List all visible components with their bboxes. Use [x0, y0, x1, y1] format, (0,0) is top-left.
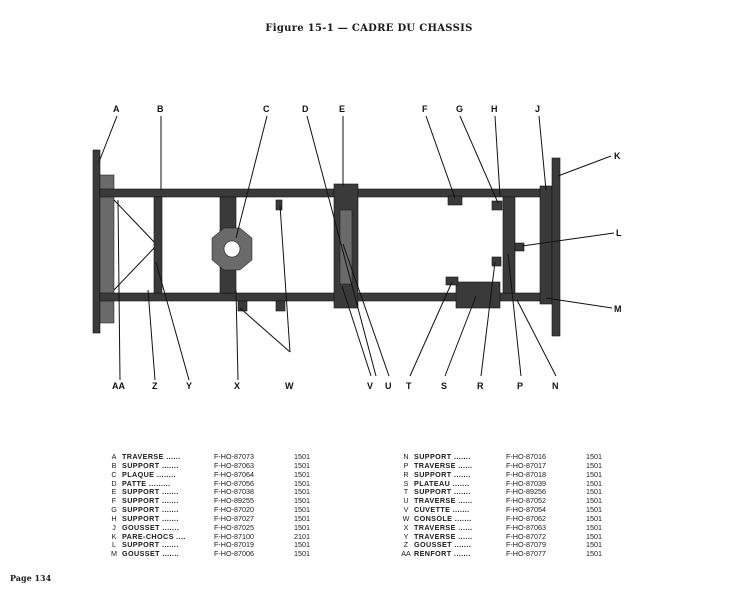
- parts-legend-right: [398, 453, 602, 559]
- part-quantity: 1501: [586, 505, 602, 515]
- part-quantity: 1501: [294, 469, 310, 479]
- part-name: PATTE .........: [122, 478, 171, 488]
- callout-u: U: [385, 381, 392, 391]
- part-key: M: [111, 549, 117, 559]
- part-reference: F-HO-87016: [506, 452, 546, 461]
- part-reference: F-HO-87063: [506, 522, 546, 532]
- support-l: [515, 243, 524, 251]
- part-reference: F-HO-87064: [214, 469, 254, 479]
- part-name: SUPPORT .......: [122, 487, 179, 497]
- part-name: SUPPORT .......: [414, 487, 471, 497]
- part-reference: F-HO-87072: [506, 531, 546, 541]
- parts-legend-row: [398, 550, 602, 559]
- part-key: U: [403, 496, 409, 506]
- page-number: Page 134: [10, 573, 52, 583]
- part-name: SUPPORT .......: [414, 469, 471, 479]
- part-key: V: [403, 505, 409, 515]
- part-reference: F-HO-87073: [214, 452, 254, 461]
- part-quantity: 1501: [586, 549, 602, 559]
- part-reference: F-HO-87039: [506, 478, 546, 488]
- part-quantity: 2101: [294, 531, 310, 541]
- part-name: CUVETTE .......: [414, 505, 470, 515]
- lower-brace: [114, 246, 156, 290]
- upper-side-rail: [100, 189, 552, 197]
- part-name: CONSOLE .......: [414, 513, 472, 523]
- callouts-top: [113, 104, 540, 114]
- part-key: C: [111, 469, 117, 479]
- parts-legend-left: [106, 453, 310, 559]
- part-reference: F-HO-87054: [506, 505, 546, 515]
- part-name: PLATEAU .......: [414, 478, 470, 488]
- part-reference: F-HO-87100: [214, 531, 254, 541]
- part-key: T: [403, 487, 409, 497]
- part-reference: F-HO-87077: [506, 549, 546, 559]
- part-name: TRAVERSE ......: [122, 452, 181, 461]
- callout-m: M: [614, 304, 622, 314]
- part-quantity: 1501: [294, 540, 310, 550]
- part-reference: F-HO-87027: [214, 513, 254, 523]
- part-key: K: [111, 531, 117, 541]
- part-key: E: [111, 487, 117, 497]
- part-quantity: 1501: [586, 469, 602, 479]
- part-name: GOUSSET .......: [414, 540, 472, 550]
- part-name: GOUSSET .......: [122, 549, 180, 559]
- callout-d: D: [302, 104, 309, 114]
- part-reference: F-HO-87025: [214, 522, 254, 532]
- callout-b: B: [157, 104, 164, 114]
- callout-t: T: [406, 381, 412, 391]
- part-reference: F-HO-87006: [214, 549, 254, 559]
- callouts-bottom: [112, 381, 559, 391]
- part-name: TRAVERSE ......: [414, 460, 473, 470]
- part-reference: F-HO-87017: [506, 460, 546, 470]
- part-reference: F-HO-89255: [214, 496, 254, 506]
- part-reference: F-HO-87038: [214, 487, 254, 497]
- part-quantity: 1501: [586, 513, 602, 523]
- callout-n: N: [552, 381, 559, 391]
- part-quantity: 1501: [294, 460, 310, 470]
- part-reference: F-HO-87020: [214, 505, 254, 515]
- part-key: D: [111, 478, 117, 488]
- part-quantity: 1501: [586, 522, 602, 532]
- callout-v: V: [367, 381, 374, 391]
- support-t: [446, 277, 458, 285]
- support-r: [492, 257, 501, 266]
- part-key: L: [112, 540, 116, 550]
- part-quantity: 1501: [586, 496, 602, 506]
- part-name: TRAVERSE ......: [414, 531, 473, 541]
- rear-crossmember: [540, 186, 552, 304]
- part-quantity: 1501: [586, 452, 602, 461]
- part-quantity: 1501: [294, 478, 310, 488]
- rear-bumper: [552, 158, 560, 336]
- crossmember-p: [503, 197, 515, 293]
- part-name: RENFORT .......: [414, 549, 471, 559]
- part-key: J: [112, 522, 116, 532]
- part-name: GOUSSET .......: [122, 522, 180, 532]
- callout-w: W: [285, 381, 294, 391]
- support-g: [492, 201, 502, 210]
- callout-a: A: [113, 104, 120, 114]
- part-name: TRAVERSE ......: [414, 496, 473, 506]
- part-name: TRAVERSE ......: [414, 522, 473, 532]
- front-crossmember: [93, 150, 100, 333]
- part-reference: F-HO-87019: [214, 540, 254, 550]
- part-reference: F-HO-87052: [506, 496, 546, 506]
- part-key: AA: [401, 549, 411, 559]
- part-quantity: 1501: [586, 478, 602, 488]
- part-reference: F-HO-87079: [506, 540, 546, 550]
- part-key: R: [403, 469, 409, 479]
- part-key: A: [111, 452, 117, 461]
- part-name: PARE-CHOCS ....: [122, 531, 186, 541]
- callout-aa: AA: [112, 381, 125, 391]
- part-key: X: [403, 522, 409, 532]
- callout-x: X: [234, 381, 241, 391]
- part-name: SUPPORT .......: [122, 460, 179, 470]
- plate-hole: [224, 241, 240, 257]
- part-quantity: 1501: [294, 549, 310, 559]
- figure-title: Figure 15-1 — CADRE DU CHASSIS: [265, 23, 473, 34]
- part-key: G: [111, 505, 117, 515]
- plateau-s: [456, 282, 500, 308]
- part-name: SUPPORT .......: [122, 496, 179, 506]
- part-quantity: 1501: [586, 531, 602, 541]
- part-key: F: [111, 496, 117, 506]
- callout-e: E: [339, 104, 346, 114]
- part-quantity: 1501: [294, 505, 310, 515]
- part-key: P: [403, 460, 409, 470]
- callout-s: S: [441, 381, 448, 391]
- part-key: W: [402, 513, 410, 523]
- part-key: S: [403, 478, 409, 488]
- part-quantity: 1501: [586, 540, 602, 550]
- callout-c: C: [263, 104, 270, 114]
- part-key: Y: [403, 531, 409, 541]
- callout-k: K: [614, 151, 621, 161]
- console-w-2: [276, 301, 285, 311]
- patte-d: [276, 200, 282, 210]
- part-quantity: 1501: [586, 460, 602, 470]
- callout-y: Y: [186, 381, 193, 391]
- parts-legend-row: [106, 550, 310, 559]
- part-name: SUPPORT .......: [414, 452, 471, 461]
- part-name: PLAQUE ........: [122, 469, 176, 479]
- part-reference: F-HO-89256: [506, 487, 546, 497]
- part-quantity: 1501: [294, 487, 310, 497]
- part-quantity: 1501: [294, 522, 310, 532]
- part-reference: F-HO-87018: [506, 469, 546, 479]
- callout-r: R: [477, 381, 484, 391]
- part-quantity: 1501: [294, 496, 310, 506]
- callout-h: H: [491, 104, 498, 114]
- callout-l: L: [616, 228, 622, 238]
- part-quantity: 1501: [586, 487, 602, 497]
- part-name: SUPPORT .......: [122, 505, 179, 515]
- part-quantity: 1501: [294, 452, 310, 461]
- upper-brace: [114, 200, 156, 244]
- console-w-1: [238, 301, 247, 311]
- part-reference: F-HO-87056: [214, 478, 254, 488]
- part-reference: F-HO-87063: [214, 460, 254, 470]
- callout-g: G: [456, 104, 464, 114]
- part-key: N: [403, 452, 409, 461]
- part-name: SUPPORT .......: [122, 513, 179, 523]
- part-key: B: [111, 460, 117, 470]
- part-key: H: [111, 513, 117, 523]
- part-name: SUPPORT .......: [122, 540, 179, 550]
- callout-p: P: [517, 381, 524, 391]
- callout-f: F: [422, 104, 428, 114]
- callouts-right: [614, 151, 622, 314]
- chassis-frame: [93, 150, 560, 336]
- callout-z: Z: [152, 381, 158, 391]
- part-quantity: 1501: [294, 513, 310, 523]
- callout-j: J: [535, 104, 541, 114]
- part-key: Z: [403, 540, 409, 550]
- part-reference: F-HO-87062: [506, 513, 546, 523]
